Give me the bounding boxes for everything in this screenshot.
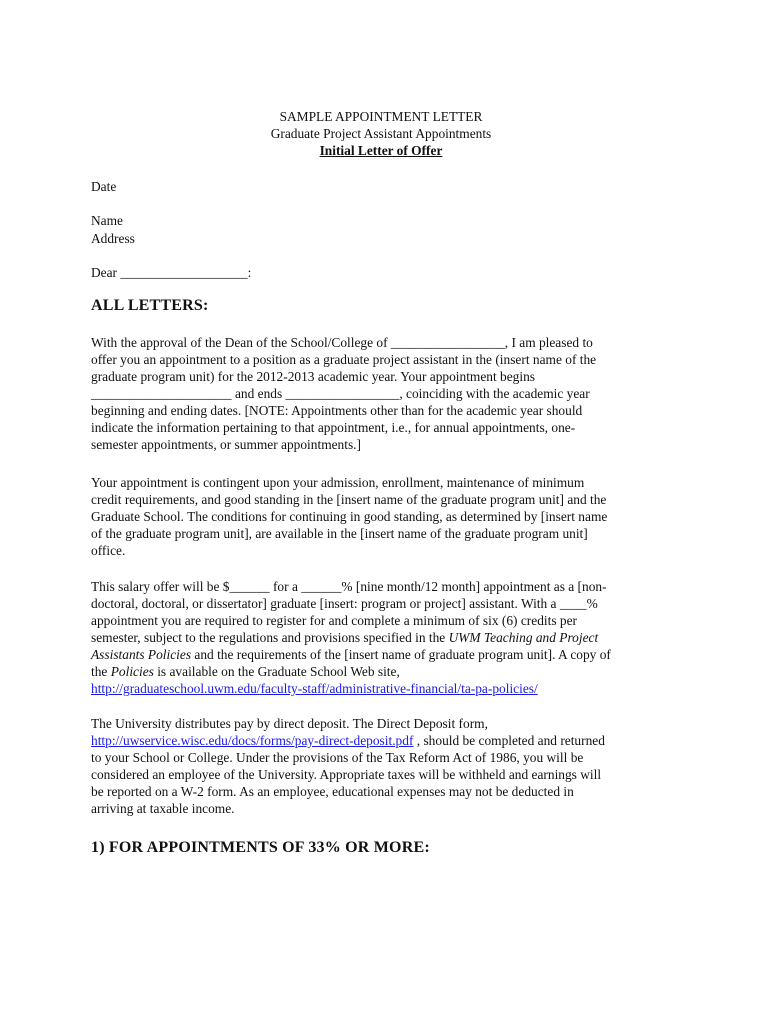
name-line: Name	[91, 213, 123, 228]
letter-title: SAMPLE APPOINTMENT LETTER	[279, 109, 483, 124]
paragraph-line: The University distributes pay by direct deposit. The Direct Deposit form,	[91, 716, 488, 731]
paragraph-line: _____________________ and ends _________________, coinciding with the academic year	[91, 386, 590, 401]
paragraph-line	[91, 646, 611, 663]
paragraph-line: indicate the information pertaining to that appointment, i.e., for annual appointments, one-	[91, 420, 576, 435]
paragraph-line: graduate program unit) for the 2012-2013 academic year. Your appointment begins	[91, 369, 536, 384]
section-heading-33-percent: 1) FOR APPOINTMENTS OF 33% OR MORE:	[91, 839, 430, 856]
paragraph-line: credit requirements, and good standing in the [insert name of the graduate program unit] and the	[91, 492, 607, 507]
paragraph-line: appointment you are required to register for and complete a minimum of six (6) credits per	[91, 613, 577, 628]
address-line: Address	[91, 231, 135, 246]
paragraph-line: With the approval of the Dean of the School/College of _________________, I am pleased to	[91, 335, 593, 350]
paragraph-line: considered an employee of the University. Appropriate taxes will be withheld and earnings will	[91, 767, 602, 782]
paragraph-line: doctoral, doctoral, or dissertator] graduate [insert: program or project] assistant. With a ____%	[91, 596, 598, 611]
date-line: Date	[91, 179, 117, 194]
letter-header	[91, 108, 671, 159]
paragraph-text: and the requirements of the [insert name of graduate program unit]. A copy of	[191, 647, 611, 662]
letter-heading: Initial Letter of Offer	[319, 143, 443, 158]
letter-subtitle: Graduate Project Assistant Appointments	[270, 126, 492, 141]
paragraph-text: , should be completed and returned	[413, 733, 605, 748]
paragraph-line: Your appointment is contingent upon your admission, enrollment, maintenance of minimum	[91, 475, 585, 490]
paragraph-contingency	[91, 474, 607, 559]
paragraph-line: arriving at taxable income.	[91, 801, 235, 816]
paragraph-text: the	[91, 664, 111, 679]
paragraph-line: This salary offer will be $______ for a ______% [nine month/12 month] appointment as a [non-	[91, 579, 607, 594]
paragraph-text: is available on the Graduate School Web site,	[153, 664, 400, 679]
paragraph-line: to your School or College. Under the provisions of the Tax Reform Act of 1986, you will be	[91, 750, 584, 765]
policy-title-italic: Assistants Policies	[91, 647, 192, 662]
paragraph-line: of the graduate program unit], are available in the [insert name of the graduate program unit]	[91, 526, 588, 541]
paragraph-line: Graduate School. The conditions for continuing in good standing, as determined by [insert name	[91, 509, 608, 524]
dear-line: Dear ___________________:	[91, 265, 252, 280]
paragraph-line: be reported on a W-2 form. As an employee, educational expenses may not be deducted in	[91, 784, 574, 799]
paragraph-line: offer you an appointment to a position as a graduate project assistant in the (insert name of the	[91, 352, 597, 367]
paragraph-line	[91, 663, 611, 680]
policies-link[interactable]: http://graduateschool.uwm.edu/faculty-staff/administrative-financial/ta-pa-policies/	[91, 681, 538, 696]
policies-italic: Policies	[110, 664, 154, 679]
direct-deposit-link[interactable]: http://uwservice.wisc.edu/docs/forms/pay-direct-deposit.pdf	[91, 733, 414, 748]
paragraph-line	[91, 732, 605, 749]
paragraph-salary	[91, 578, 611, 697]
paragraph-direct-deposit	[91, 715, 605, 817]
paragraph-line	[91, 629, 611, 646]
paragraph-text: semester, subject to the regulations and provisions specified in the	[91, 630, 449, 645]
paragraph-approval	[91, 334, 596, 453]
paragraph-line: semester appointments, or summer appointments.]	[91, 437, 361, 452]
paragraph-line: office.	[91, 543, 126, 558]
section-heading-all-letters: ALL LETTERS:	[91, 297, 209, 314]
policy-title-italic: UWM Teaching and Project	[448, 630, 599, 645]
paragraph-line: beginning and ending dates. [NOTE: Appointments other than for the academic year should	[91, 403, 583, 418]
